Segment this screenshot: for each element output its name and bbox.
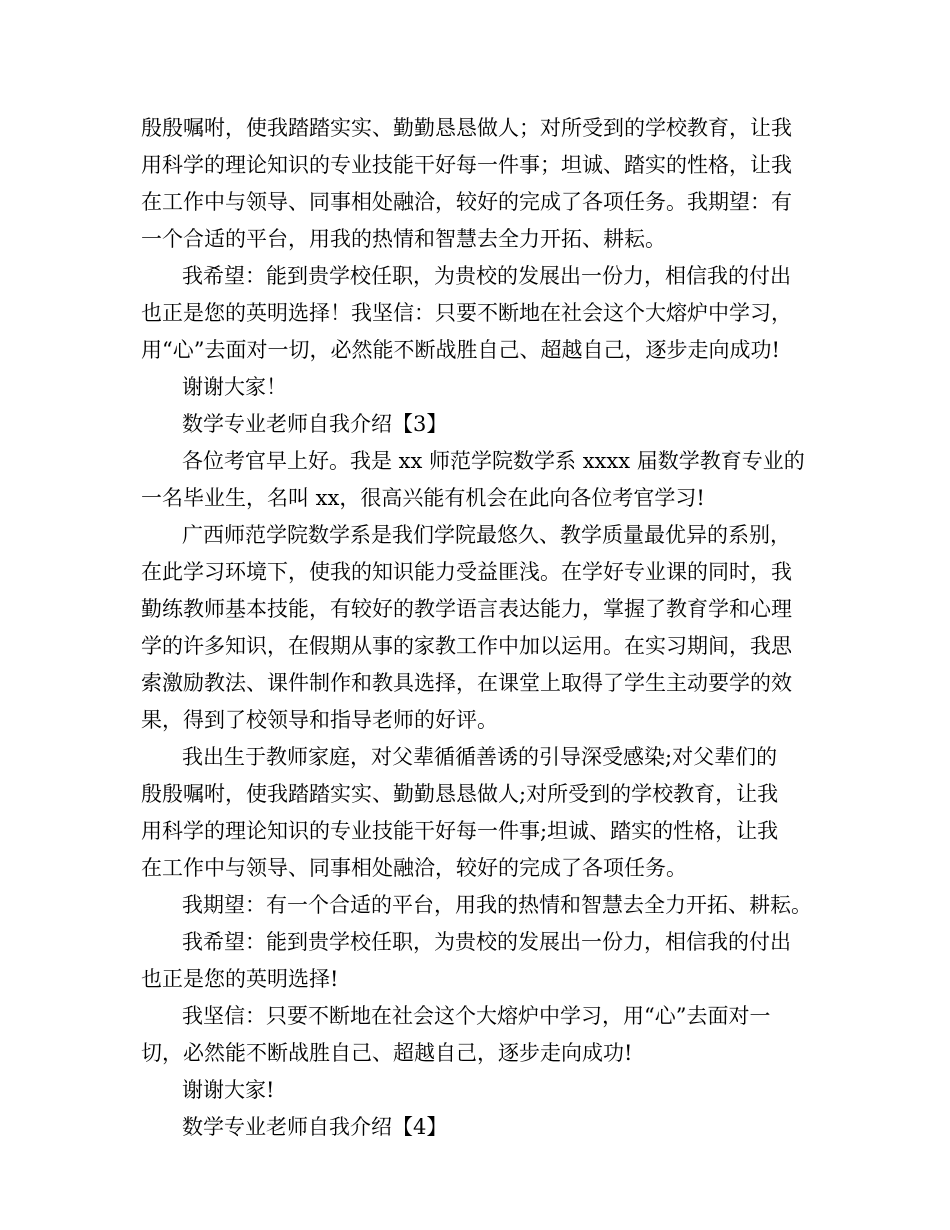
text-line: 殷殷嘱咐，使我踏踏实实、勤勤恳恳做人；对所受到的学校教育，让我 (141, 116, 792, 140)
text-line: 勤练教师基本技能，有较好的教学语言表达能力，掌握了教育学和心理 (141, 597, 792, 621)
document-body (141, 110, 821, 1146)
text-line: 在工作中与领导、同事相处融洽，较好的完成了各项任务。 (141, 856, 687, 880)
text-line: 一个合适的平台，用我的热情和智慧去全力开拓、耕耘。 (141, 227, 666, 251)
text-line: 谢谢大家! (182, 1078, 275, 1102)
text-line: 广西师范学院数学系是我们学院最悠久、教学质量最优异的系别， (182, 523, 791, 547)
text-line: 各位考官早上好。我是 xx 师范学院数学系 xxxx 届数学教育专业的 (182, 449, 805, 473)
text-line: 殷殷嘱咐，使我踏踏实实、勤勤恳恳做人;对所受到的学校教育，让我 (141, 782, 779, 806)
text-line: 果，得到了校领导和指导老师的好评。 (141, 708, 498, 732)
text-line: 切，必然能不断战胜自己、超越自己，逐步走向成功! (141, 1041, 633, 1065)
text-line: 也正是您的英明选择! (141, 967, 339, 991)
text-line: 学的许多知识，在假期从事的家教工作中加以运用。在实习期间，我思 (141, 634, 792, 658)
text-line: 索激励教法、课件制作和教具选择，在课堂上取得了学生主动要学的效 (141, 671, 792, 695)
text-line: 我希望：能到贵学校任职，为贵校的发展出一份力，相信我的付出 (182, 264, 791, 288)
text-line: 谢谢大家！ (182, 375, 287, 399)
text-line: 在此学习环境下，使我的知识能力受益匪浅。在学好专业课的同时，我 (141, 560, 792, 584)
text-line: 数学专业老师自我介绍【4】 (182, 1115, 448, 1139)
text-line: 也正是您的英明选择！我坚信：只要不断地在社会这个大熔炉中学习， (141, 301, 792, 325)
text-line: 我希望：能到贵学校任职，为贵校的发展出一份力，相信我的付出 (182, 930, 791, 954)
text-line: 一名毕业生，名叫 xx，很高兴能有机会在此向各位考官学习! (141, 486, 705, 510)
text-line: 我坚信：只要不断地在社会这个大熔炉中学习，用“心”去面对一 (182, 1004, 771, 1028)
text-line: 我出生于教师家庭，对父辈循循善诱的引导深受感染;对父辈们的 (182, 745, 778, 769)
text-line: 我期望：有一个合适的平台，用我的热情和智慧去全力开拓、耕耘。 (182, 893, 812, 917)
text-line: 用“心”去面对一切，必然能不断战胜自己、超越自己，逐步走向成功! (141, 338, 780, 362)
text-line: 用科学的理论知识的专业技能干好每一件事；坦诚、踏实的性格，让我 (141, 153, 792, 177)
text-line: 数学专业老师自我介绍【3】 (182, 412, 448, 436)
text-line: 用科学的理论知识的专业技能干好每一件事;坦诚、踏实的性格，让我 (141, 819, 779, 843)
text-line: 在工作中与领导、同事相处融洽，较好的完成了各项任务。我期望：有 (141, 190, 792, 214)
